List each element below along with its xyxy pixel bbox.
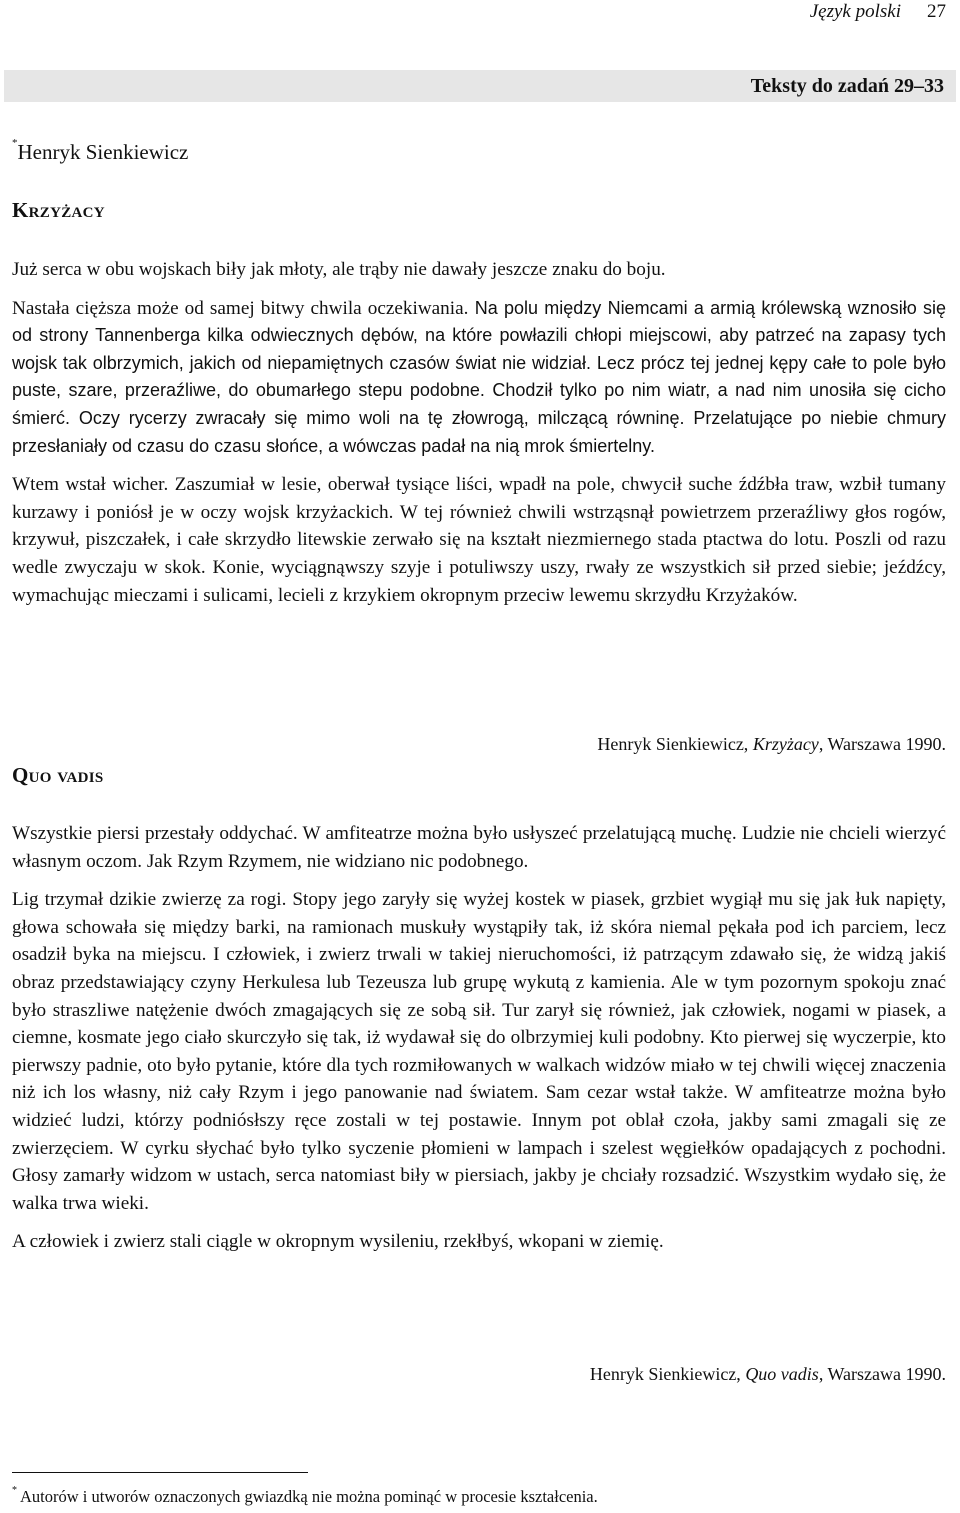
source-title: Quo vadis [745,1364,819,1384]
text2-paragraph: Wszystkie piersi przestały oddychać. W amfiteatrze można było usłyszeć przelatującą muchę. Ludzie nie chcieli wierzyć własnym oczom. Jak Rzym Rzymem, nie widziano nic podobnego. [12,823,946,872]
source-author: Henryk Sienkiewicz, [597,734,753,754]
author-asterisk: * [12,137,18,149]
text1-paragraph [12,295,946,461]
text1-source [597,734,946,755]
source-title: Krzyżacy [752,734,819,754]
text1-title: Krzyżacy [12,198,105,222]
source-author: Henryk Sienkiewicz, [589,1364,746,1384]
author-line [12,137,946,165]
text1-sentence: Nastała cięższa może od samej bitwy chwila oczekiwania. [12,297,469,319]
text1-body [12,256,946,609]
footnote-divider [12,1472,308,1473]
footnote-asterisk: * [12,1485,17,1496]
running-header [810,0,946,24]
text1-paragraph: Wtem wstał wicher. Zaszumiał w lesie, oberwał tysiące liści, wpadł na pole, chwycił suche źdźbła traw, wzbił tumany kurzawy i poniósł je w oczy wojsk krzyżackich. W tej również chwili wstrząsnął powietrzem przeraźliwy głos rogów, krzywuł, piszczałek, i całe skrzydło litewskie zerwało się na kształt niezmiernego stada ptactwa do lotu. Poszli od razu wedle zwyczaju w skok. Konie, wyciągnąwszy szyje i potuliwszy uszy, rwały ze wszystkich sił przed siebie; jeźdźcy, wymachując mieczami i sulicami, lecieli z krzykiem okropnym przeciw lewemu skrzydłu Krzyżaków. [12,474,946,606]
footnote-text: Autorów i utworów oznaczonych gwiazdką nie można pominąć w procesie kształcenia. [20,1487,598,1506]
text2-body [12,820,946,1256]
text2-title: Quo vadis [12,763,104,787]
text2-source [590,1364,946,1385]
source-place-year: , Warszawa 1990. [818,1364,946,1384]
footnote [12,1487,598,1507]
text2-paragraph: A człowiek i zwierz stali ciągle w okropnym wysileniu, rzekłbyś, wkopani w ziemię. [12,1231,664,1253]
text2-paragraph: Lig trzymał dzikie zwierzę za rogi. Stopy jego zaryły się wyżej kostek w piasek, grzbiet wygiął mu się jak łuk napięty, głowa schowała się między barki, na ramionach muskuły wystąpiły tak, iż skóra niemal pękała pod ich parciem, lecz osadził byka na miejscu. I człowiek, i zwierz trwali w takiej nieruchomości, iż patrzącym zdawało się, że widzą jakiś obraz przedstawiający czyny Herkulesa lub Tezeusza lub grupę wykutą z kamienia. Ale w tym pozornym spokoju znać było straszliwe natężenie dwóch zmagających się ze sobą sił. Tur zarył się również, jak człowiek, nogami w piasek, a ciemne, kosmate jego ciało skurczyło się tak, iż wydawał się do olbrzymiej kuli podobny. Kto pierwej się wyczerpie, kto pierwszy padnie, oto było pytanie, które dla tych rozmiłowanych w walkach widzów miało w tej chwili więcej znaczenia niż ich los własny, niż cały Rzym i jego panowanie nad światem. Sam cezar wstał także. W amfiteatrze można było widzieć ludzi, którzy podniósłszy ręce zostali w tej postawie. Innym pot oblał czoła, jakby sami zmagali się ze zwierzęciem. W cyrku słychać było tylko syczenie płomieni w lampach i szelest węgiełków opadających z pochodni. Głosy zamarły widzom w ustach, serca natomiast biły w piersiach, jakby je chciały rozsadzić. Wszystkim wydało się, że walka trwa wieki. [12,889,946,1214]
text1-paragraph: Już serca w obu wojskach biły jak młoty, ale trąby nie dawały jeszcze znaku do boju. [12,259,666,280]
section-banner [4,70,956,102]
header-subject: Język polski [809,1,901,22]
author-name: Henryk Sienkiewicz [17,140,189,164]
page-number: 27 [927,1,946,22]
text1-sentence-sans: Na polu między Niemcami a armią królewską wznosiło się od strony Tannenberga kilka odwiecznych dębów, na które powłazili chłopi miejscowi, aby patrzeć na zapasy tych wojsk tak olbrzymich, jakich od niepamiętnych czasów świat nie widział. Lecz prócz tej jednej kępy całe to pole było puste, szare, przeraźliwe, do obumarłego stepu podobne. Chodził tylko po nim wiatr, a nad nim unosiła się cicho śmierć. Oczy rycerzy zwracały się mimo woli na tę złowrogą, milczącą równinę. Przelatujące po niebie chmury przesłaniały od czasu do czasu słońce, a wówczas padał na nią mrok śmiertelny. [12,297,947,456]
source-place-year: , Warszawa 1990. [818,734,946,754]
banner-title: Teksty do zadań 29–33 [750,75,944,97]
